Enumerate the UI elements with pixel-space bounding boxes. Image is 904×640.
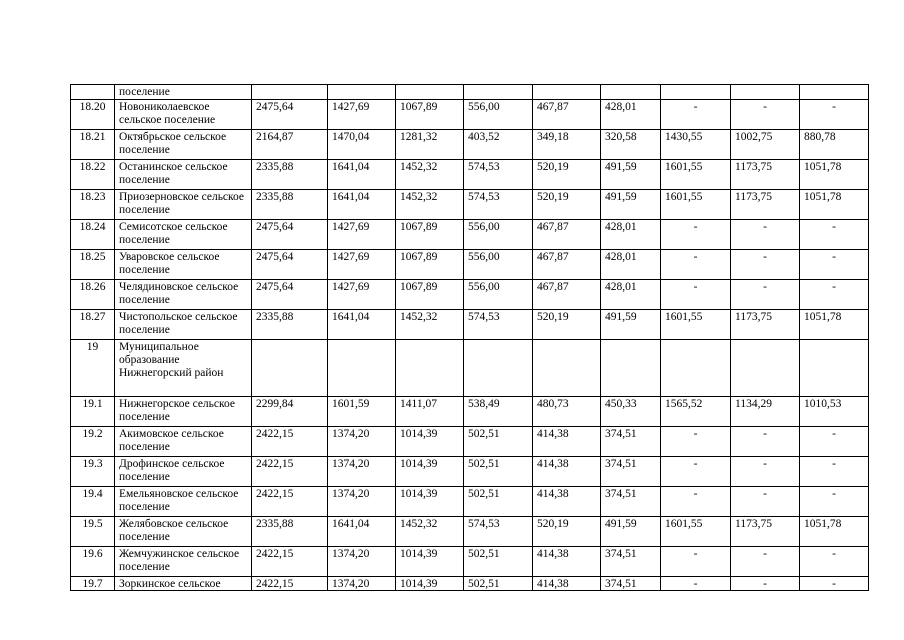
value-cell: 2335,88 (252, 310, 328, 340)
settlement-name-cell: Зоркинское сельское (115, 577, 252, 591)
value-cell: 1452,32 (396, 517, 464, 547)
value-cell: 491,59 (601, 517, 661, 547)
value-cell (731, 340, 800, 397)
value-cell: 1601,59 (328, 397, 396, 427)
value-cell (396, 85, 464, 100)
value-cell (252, 340, 328, 397)
table-row (71, 577, 869, 591)
value-cell: 2335,88 (252, 190, 328, 220)
value-cell: 2422,15 (252, 547, 328, 577)
value-cell: 502,51 (464, 577, 533, 591)
value-cell: 556,00 (464, 280, 533, 310)
value-cell: 1601,55 (661, 190, 731, 220)
value-cell: 1374,20 (328, 547, 396, 577)
value-cell: 2299,84 (252, 397, 328, 427)
settlement-name-cell: Челядиновское сельское поселение (115, 280, 252, 310)
value-cell: 2422,15 (252, 487, 328, 517)
value-cell: 1470,04 (328, 130, 396, 160)
value-cell (800, 85, 869, 100)
value-cell (533, 85, 601, 100)
value-cell: 1014,39 (396, 577, 464, 591)
settlement-name-cell: Семисотское сельское поселение (115, 220, 252, 250)
row-number-cell: 19.7 (71, 577, 115, 591)
settlement-name-cell: Желябовское сельское поселение (115, 517, 252, 547)
value-cell: 1427,69 (328, 250, 396, 280)
row-number-cell: 19.6 (71, 547, 115, 577)
settlement-name-cell: Нижнегорское сельское поселение (115, 397, 252, 427)
value-cell: 1641,04 (328, 310, 396, 340)
settlement-name-cell: Дрофинское сельское поселение (115, 457, 252, 487)
row-number-cell: 18.25 (71, 250, 115, 280)
row-number-cell: 18.24 (71, 220, 115, 250)
value-cell: - (661, 280, 731, 310)
table-row (71, 457, 869, 487)
value-cell: - (800, 100, 869, 130)
value-cell: 574,53 (464, 517, 533, 547)
value-cell: 374,51 (601, 457, 661, 487)
table-row (71, 547, 869, 577)
value-cell: 1601,55 (661, 310, 731, 340)
value-cell: 1014,39 (396, 547, 464, 577)
table-row (71, 280, 869, 310)
row-number-cell: 19.4 (71, 487, 115, 517)
table-row (71, 340, 869, 397)
value-cell: 414,38 (533, 457, 601, 487)
value-cell: - (800, 577, 869, 591)
table-row (71, 310, 869, 340)
value-cell: 428,01 (601, 250, 661, 280)
settlement-name-cell: Емельяновское сельское поселение (115, 487, 252, 517)
row-number-cell: 18.23 (71, 190, 115, 220)
table-body (71, 85, 869, 591)
table-row (71, 85, 869, 100)
value-cell (396, 340, 464, 397)
value-cell: 428,01 (601, 220, 661, 250)
value-cell: - (800, 250, 869, 280)
value-cell: 1427,69 (328, 220, 396, 250)
value-cell: - (731, 487, 800, 517)
value-cell: 2335,88 (252, 160, 328, 190)
value-cell: 2335,88 (252, 517, 328, 547)
value-cell: 414,38 (533, 487, 601, 517)
value-cell (800, 340, 869, 397)
value-cell: 520,19 (533, 310, 601, 340)
value-cell: 1374,20 (328, 577, 396, 591)
value-cell: - (800, 427, 869, 457)
value-cell: 1173,75 (731, 517, 800, 547)
value-cell: 1374,20 (328, 457, 396, 487)
value-cell: 520,19 (533, 190, 601, 220)
row-number-cell: 19.2 (71, 427, 115, 457)
value-cell: 1411,07 (396, 397, 464, 427)
value-cell: - (800, 280, 869, 310)
row-number-cell: 18.21 (71, 130, 115, 160)
value-cell: 1641,04 (328, 190, 396, 220)
value-cell: - (800, 547, 869, 577)
value-cell: 1427,69 (328, 280, 396, 310)
settlement-name-cell: Октябрьское сельское поселение (115, 130, 252, 160)
value-cell: 574,53 (464, 190, 533, 220)
value-cell: 1427,69 (328, 100, 396, 130)
value-cell: 1281,32 (396, 130, 464, 160)
value-cell: 1452,32 (396, 190, 464, 220)
value-cell: 1565,52 (661, 397, 731, 427)
value-cell: 467,87 (533, 250, 601, 280)
value-cell: 1051,78 (800, 310, 869, 340)
value-cell: 450,33 (601, 397, 661, 427)
value-cell: 1374,20 (328, 427, 396, 457)
table-row (71, 190, 869, 220)
value-cell: - (661, 220, 731, 250)
row-number-cell: 19 (71, 340, 115, 397)
value-cell: 349,18 (533, 130, 601, 160)
value-cell: 2422,15 (252, 427, 328, 457)
table-row (71, 250, 869, 280)
value-cell: 374,51 (601, 427, 661, 457)
row-number-cell: 19.5 (71, 517, 115, 547)
value-cell: 574,53 (464, 160, 533, 190)
value-cell: 403,52 (464, 130, 533, 160)
value-cell: 2164,87 (252, 130, 328, 160)
value-cell: 1134,29 (731, 397, 800, 427)
table-row (71, 427, 869, 457)
value-cell: 428,01 (601, 280, 661, 310)
value-cell: 556,00 (464, 100, 533, 130)
table-row (71, 160, 869, 190)
value-cell (328, 85, 396, 100)
value-cell: 880,78 (800, 130, 869, 160)
value-cell: 520,19 (533, 160, 601, 190)
value-cell: - (661, 577, 731, 591)
row-number-cell: 18.26 (71, 280, 115, 310)
value-cell: 1014,39 (396, 487, 464, 517)
value-cell: - (800, 457, 869, 487)
value-cell: 1014,39 (396, 457, 464, 487)
settlement-name-cell: Чистопольское сельское поселение (115, 310, 252, 340)
value-cell: 1641,04 (328, 517, 396, 547)
value-cell: 374,51 (601, 577, 661, 591)
value-cell: 1067,89 (396, 100, 464, 130)
table-row (71, 130, 869, 160)
settlement-name-cell: Акимовское сельское поселение (115, 427, 252, 457)
value-cell (464, 340, 533, 397)
settlement-name-cell: Останинское сельское поселение (115, 160, 252, 190)
table-row (71, 517, 869, 547)
value-cell: - (731, 250, 800, 280)
settlement-name-cell: Муниципальное образование Нижнегорский район (115, 340, 252, 397)
value-cell (328, 340, 396, 397)
value-cell (661, 340, 731, 397)
value-cell: - (661, 250, 731, 280)
value-cell: 1173,75 (731, 190, 800, 220)
value-cell (464, 85, 533, 100)
value-cell: 2422,15 (252, 577, 328, 591)
value-cell: 538,49 (464, 397, 533, 427)
table-row (71, 487, 869, 517)
value-cell: - (731, 457, 800, 487)
value-cell: 520,19 (533, 517, 601, 547)
tariff-table (70, 84, 869, 591)
value-cell: 1452,32 (396, 160, 464, 190)
value-cell: 414,38 (533, 547, 601, 577)
value-cell: - (800, 487, 869, 517)
value-cell: 480,73 (533, 397, 601, 427)
value-cell (601, 85, 661, 100)
value-cell: 1051,78 (800, 517, 869, 547)
value-cell: 502,51 (464, 547, 533, 577)
value-cell: 1067,89 (396, 280, 464, 310)
value-cell: 1014,39 (396, 427, 464, 457)
value-cell: 1067,89 (396, 250, 464, 280)
value-cell: - (731, 427, 800, 457)
value-cell: 556,00 (464, 220, 533, 250)
value-cell: 2475,64 (252, 220, 328, 250)
value-cell: 1067,89 (396, 220, 464, 250)
settlement-name-cell: Жемчужинское сельское поселение (115, 547, 252, 577)
value-cell (533, 340, 601, 397)
value-cell: 491,59 (601, 190, 661, 220)
value-cell: 1051,78 (800, 160, 869, 190)
value-cell (661, 85, 731, 100)
value-cell: - (800, 220, 869, 250)
value-cell: 574,53 (464, 310, 533, 340)
settlement-name-cell: поселение (115, 85, 252, 100)
value-cell: - (731, 280, 800, 310)
row-number-cell: 19.1 (71, 397, 115, 427)
settlement-name-cell: Новониколаевское сельское поселение (115, 100, 252, 130)
value-cell: - (661, 487, 731, 517)
value-cell: - (661, 100, 731, 130)
value-cell: - (731, 100, 800, 130)
table-row (71, 397, 869, 427)
value-cell: - (731, 577, 800, 591)
value-cell: - (731, 547, 800, 577)
row-number-cell: 18.22 (71, 160, 115, 190)
value-cell: 502,51 (464, 487, 533, 517)
value-cell: 2475,64 (252, 280, 328, 310)
value-cell: 320,58 (601, 130, 661, 160)
value-cell: 491,59 (601, 310, 661, 340)
settlement-name-cell: Приозерновское сельское поселение (115, 190, 252, 220)
table-row (71, 220, 869, 250)
value-cell: 2422,15 (252, 457, 328, 487)
value-cell: 1010,53 (800, 397, 869, 427)
value-cell: 502,51 (464, 457, 533, 487)
value-cell: 467,87 (533, 100, 601, 130)
value-cell: 414,38 (533, 577, 601, 591)
value-cell: 2475,64 (252, 250, 328, 280)
value-cell: - (661, 427, 731, 457)
value-cell: 556,00 (464, 250, 533, 280)
value-cell: - (661, 547, 731, 577)
value-cell: 467,87 (533, 280, 601, 310)
table-row (71, 100, 869, 130)
row-number-cell (71, 85, 115, 100)
value-cell: - (661, 457, 731, 487)
value-cell: 1374,20 (328, 487, 396, 517)
value-cell: 1641,04 (328, 160, 396, 190)
value-cell (601, 340, 661, 397)
settlement-name-cell: Уваровское сельское поселение (115, 250, 252, 280)
row-number-cell: 18.20 (71, 100, 115, 130)
value-cell: 1430,55 (661, 130, 731, 160)
value-cell: - (731, 220, 800, 250)
value-cell (252, 85, 328, 100)
value-cell: 1601,55 (661, 160, 731, 190)
row-number-cell: 19.3 (71, 457, 115, 487)
row-number-cell: 18.27 (71, 310, 115, 340)
value-cell: 1051,78 (800, 190, 869, 220)
value-cell: 1601,55 (661, 517, 731, 547)
value-cell: 374,51 (601, 487, 661, 517)
value-cell: 1002,75 (731, 130, 800, 160)
value-cell: 374,51 (601, 547, 661, 577)
value-cell: 1452,32 (396, 310, 464, 340)
value-cell: 1173,75 (731, 310, 800, 340)
value-cell: 414,38 (533, 427, 601, 457)
value-cell (731, 85, 800, 100)
value-cell: 2475,64 (252, 100, 328, 130)
value-cell: 502,51 (464, 427, 533, 457)
value-cell: 491,59 (601, 160, 661, 190)
value-cell: 1173,75 (731, 160, 800, 190)
value-cell: 428,01 (601, 100, 661, 130)
value-cell: 467,87 (533, 220, 601, 250)
